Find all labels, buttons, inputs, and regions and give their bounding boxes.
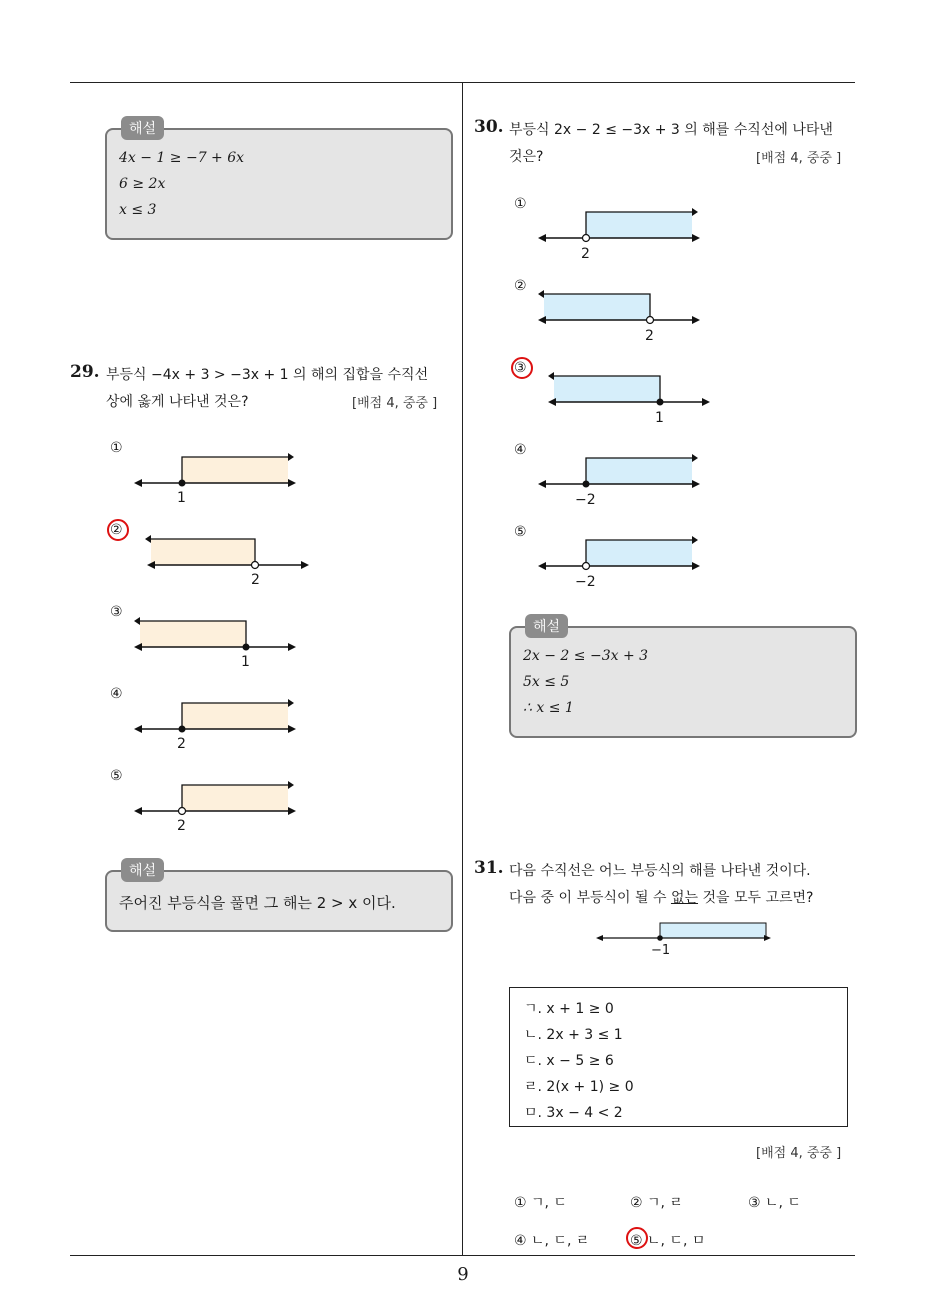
explanation-tag: 해설	[121, 858, 164, 882]
solution-region	[586, 540, 692, 566]
number-line-label: 2	[177, 736, 186, 752]
explanation-tag: 해설	[525, 614, 568, 638]
option-marker-2[interactable]: ②	[514, 278, 527, 294]
open-point	[179, 808, 186, 815]
column-divider	[462, 83, 463, 1255]
question-score-29: [배점 4, 중중 ]	[352, 396, 438, 411]
question-text-30-line1: 부등식 2x − 2 ≤ −3x + 3 의 해를 수직선에 나타낸	[509, 122, 833, 138]
question-text-29-line1: 부등식 −4x + 3 > −3x + 1 의 해의 집합을 수직선	[106, 367, 429, 383]
bottom-rule	[70, 1255, 855, 1256]
solution-region	[660, 923, 766, 938]
option-marker-5[interactable]: ⑤	[514, 524, 527, 540]
number-line-label: 2	[251, 572, 260, 588]
explanation-line: 6 ≥ 2x	[119, 176, 166, 192]
closed-point	[243, 644, 250, 651]
page-number: 9	[457, 1264, 469, 1285]
question-text-30-line2: 것은?	[509, 149, 544, 165]
explanation-tag: 해설	[121, 116, 164, 140]
option-marker-4[interactable]: ④	[514, 442, 527, 458]
number-line-option-1	[534, 205, 714, 265]
question-score-31: [배점 4, 중중 ]	[756, 1146, 842, 1161]
explanation-line: ∴ x ≤ 1	[523, 700, 574, 716]
number-line-option-2	[143, 532, 323, 592]
number-line-option-1	[130, 450, 310, 510]
option-marker-2[interactable]: ②	[110, 522, 123, 538]
closed-point	[583, 481, 590, 488]
question-score-30: [배점 4, 중중 ]	[756, 151, 842, 166]
number-line-label: 1	[655, 410, 664, 426]
explanation-line: 5x ≤ 5	[523, 674, 570, 690]
solution-region	[182, 457, 288, 483]
condition-item: ㄱ. x + 1 ≥ 0	[524, 1001, 614, 1017]
number-line-option-3	[130, 614, 310, 674]
open-point	[583, 235, 590, 242]
answer-choice-3[interactable]: ③ ㄴ, ㄷ	[748, 1195, 801, 1211]
question-number-29: 29.	[70, 362, 100, 382]
open-point	[647, 317, 654, 324]
explanation-line: 주어진 부등식을 풀면 그 해는 2 > x 이다.	[119, 894, 396, 912]
closed-point	[657, 935, 663, 941]
question-number-31: 31.	[474, 858, 504, 878]
solution-region	[554, 376, 660, 402]
question-text-31-line1: 다음 수직선은 어느 부등식의 해를 나타낸 것이다.	[509, 863, 811, 879]
answer-circle	[511, 357, 533, 379]
closed-point	[179, 726, 186, 733]
closed-point	[657, 399, 664, 406]
solution-region	[586, 458, 692, 484]
number-line-q31	[594, 918, 774, 948]
closed-point	[179, 480, 186, 487]
conditions-box	[509, 987, 848, 1127]
number-line-option-5	[130, 778, 310, 838]
option-marker-1[interactable]: ①	[514, 196, 527, 212]
condition-item: ㄹ. 2(x + 1) ≥ 0	[524, 1079, 634, 1095]
explanation-line: 2x − 2 ≤ −3x + 3	[523, 648, 649, 664]
number-line-option-4	[130, 696, 310, 756]
underlined-word: 없는	[670, 890, 699, 906]
answer-choice-5[interactable]: ⑤ ㄴ, ㄷ, ㅁ	[630, 1233, 706, 1249]
number-line-option-2	[534, 287, 714, 347]
text-segment: 다음 중 이 부등식이 될 수	[509, 890, 671, 906]
explanation-box-29	[105, 863, 453, 932]
number-line-label: −2	[575, 492, 596, 508]
number-line-option-4	[534, 451, 714, 511]
number-line-label: −1	[651, 943, 671, 958]
answer-choice-1[interactable]: ① ㄱ, ㄷ	[514, 1195, 567, 1211]
explanation-box-28	[105, 121, 453, 240]
number-line-option-5	[534, 533, 714, 593]
option-marker-3[interactable]: ③	[514, 360, 527, 376]
number-line-label: 1	[241, 654, 250, 670]
explanation-line: 4x − 1 ≥ −7 + 6x	[119, 150, 245, 166]
number-line-label: 2	[177, 818, 186, 834]
solution-region	[140, 621, 246, 647]
explanation-box-30	[509, 619, 857, 738]
open-point	[583, 563, 590, 570]
option-marker-1[interactable]: ①	[110, 440, 123, 456]
solution-region	[182, 785, 288, 811]
answer-circle	[107, 519, 129, 541]
open-point	[252, 562, 259, 569]
solution-region	[151, 539, 255, 565]
question-text-31-line2	[509, 887, 813, 907]
text-segment: 것을 모두 고르면?	[698, 890, 814, 906]
number-line-label: 1	[177, 490, 186, 506]
option-marker-5[interactable]: ⑤	[110, 768, 123, 784]
solution-region	[182, 703, 288, 729]
condition-item: ㅁ. 3x − 4 < 2	[524, 1105, 623, 1121]
answer-circle	[626, 1227, 648, 1249]
solution-region	[586, 212, 692, 238]
option-marker-4[interactable]: ④	[110, 686, 123, 702]
number-line-label: 2	[645, 328, 654, 344]
question-text-29-line2: 상에 옳게 나타낸 것은?	[106, 394, 249, 410]
number-line-option-3	[544, 369, 724, 429]
explanation-line: x ≤ 3	[119, 202, 157, 218]
solution-region	[544, 294, 650, 320]
number-line-label: 2	[581, 246, 590, 262]
answer-choice-2[interactable]: ② ㄱ, ㄹ	[630, 1195, 683, 1211]
number-line-label: −2	[575, 574, 596, 590]
question-number-30: 30.	[474, 117, 504, 137]
answer-choice-4[interactable]: ④ ㄴ, ㄷ, ㄹ	[514, 1233, 590, 1249]
condition-item: ㄷ. x − 5 ≥ 6	[524, 1053, 614, 1069]
condition-item: ㄴ. 2x + 3 ≤ 1	[524, 1027, 623, 1043]
option-marker-3[interactable]: ③	[110, 604, 123, 620]
